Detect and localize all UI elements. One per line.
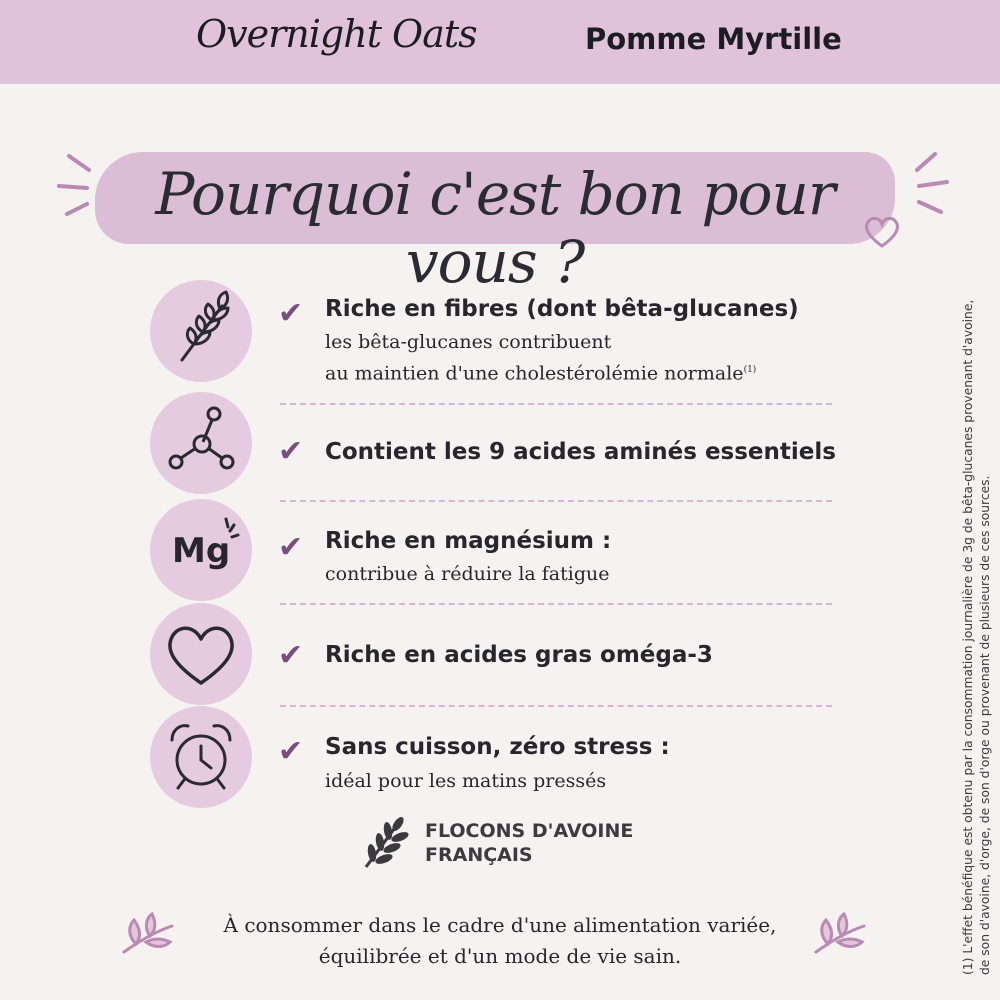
checkmark-icon: ✔ xyxy=(278,296,304,331)
small-heart-icon xyxy=(862,212,902,250)
no-cook-icon-circle xyxy=(150,706,252,808)
omega3-icon-circle xyxy=(150,603,252,705)
footnote: (1) L'effet bénéfique est obtenu par la consommation journalière de 3g de bêta-glucanes provenant d'avoine, de son d'avoine, d'orge, de son d'orge ou provenant de plusieurs de ces sources. xyxy=(961,299,992,975)
header-bar xyxy=(0,0,1000,84)
footer-disclaimer: À consommer dans le cadre d'une alimentation variée, équilibrée et d'un mode de vie sain. xyxy=(223,913,777,968)
sparkle-left-icon xyxy=(55,150,105,220)
benefit-title: Contient les 9 acides aminés essentiels xyxy=(325,439,836,465)
alarm-clock-icon xyxy=(150,706,252,808)
checkmark-icon: ✔ xyxy=(278,530,304,565)
dashed-divider xyxy=(280,705,832,707)
brand-name: Overnight Oats xyxy=(196,12,477,56)
benefit-title: Riche en fibres (dont bêta-glucanes) xyxy=(325,296,799,322)
leaf-left-icon xyxy=(118,908,178,958)
checkmark-icon: ✔ xyxy=(278,638,304,673)
benefit-title: Riche en magnésium : xyxy=(325,528,612,554)
spark-lines-icon xyxy=(150,499,252,601)
heart-icon xyxy=(150,603,252,705)
wheat-sprig-icon xyxy=(150,280,252,382)
fiber-icon-circle xyxy=(150,280,252,382)
benefit-title: Riche en acides gras oméga-3 xyxy=(325,642,713,668)
flavor-name: Pomme Myrtille xyxy=(585,22,842,56)
benefit-description: idéal pour les matins pressés xyxy=(325,770,607,792)
checkmark-icon: ✔ xyxy=(278,734,304,769)
amino-acid-icon-circle xyxy=(150,392,252,494)
benefit-title: Sans cuisson, zéro stress : xyxy=(325,734,670,760)
benefit-description: les bêta-glucanes contribuent au maintien d'une cholestérolémie normale$^{(1)}$ xyxy=(325,331,757,385)
dashed-divider xyxy=(280,500,832,502)
molecule-icon xyxy=(150,392,252,494)
dashed-divider xyxy=(280,603,832,605)
dashed-divider xyxy=(280,403,832,405)
oats-origin-badge: FLOCONS D'AVOINE FRANÇAIS xyxy=(425,820,634,866)
magnesium-icon: Mg xyxy=(172,531,231,571)
benefit-description: contribue à réduire la fatigue xyxy=(325,563,610,585)
magnesium-icon-circle xyxy=(150,499,252,601)
page-title: Pourquoi c'est bon pour vous ? xyxy=(155,160,835,296)
footnote-marker: (1) xyxy=(743,365,757,375)
wheat-logo-icon xyxy=(360,815,410,870)
checkmark-icon: ✔ xyxy=(278,434,304,469)
sparkle-right-icon xyxy=(905,148,955,218)
